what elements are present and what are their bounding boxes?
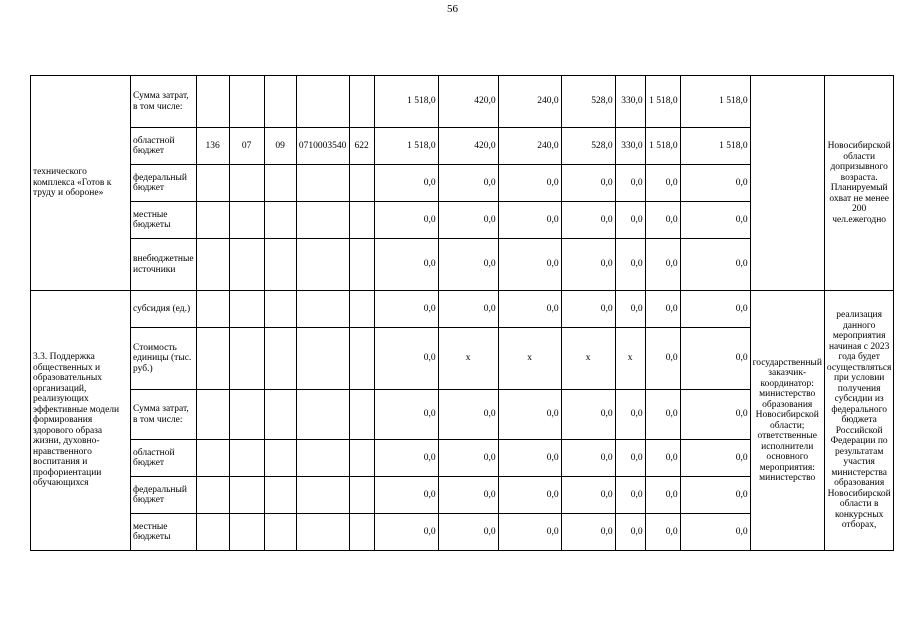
activity-name: технического комплекса «Готов к труду и обороне» [31, 76, 131, 291]
value-cell: 420,0 [438, 76, 498, 128]
page-number: 56 [447, 3, 458, 15]
note-cell: Новосибирской области допризывного возраста. Планируемый охват не менее 200 чел.ежегодно [824, 76, 894, 291]
value-cell: 240,0 [498, 76, 561, 128]
table-row: 3.3. Поддержка общественных и образовательных организаций, реализующих эффективные модели формирования здорового образа жизни, духовно-нравственного воспитания и профориентации обучающихся субсидия (ед.) 0,0 0,0 0,0 0,0 0,0 0,0 0,0 государственный заказчик-координатор: министерство образования Новосибирской области; ответственные исполнители основного мероприятия: министерство реализация данного мероприятия начиная с 2023 года будет осуществляться при условии получения субсидии из федерального бюджета Российской Федерации по результатам участия министерства образования Новосибирской области в конкурсных отборах, [31, 291, 894, 328]
table-row: областной бюджет 136 07 09 0710003540 622 1 518,0 420,0 240,0 528,0 330,0 1 518,0 1 518,0 [31, 128, 894, 165]
value-cell: 1 518,0 [374, 76, 438, 128]
table-row: областной бюджет 0,0 0,0 0,0 0,0 0,0 0,0 0,0 [31, 440, 894, 477]
table-row: внебюджетные источники 0,0 0,0 0,0 0,0 0,0 0,0 0,0 [31, 239, 894, 291]
value-cell: 1 518,0 [645, 76, 680, 128]
executor-cell: государственный заказчик-координатор: министерство образования Новосибирской области; ответственные исполнители основного мероприятия: министерство [750, 291, 824, 551]
table-row: Сумма затрат, в том числе: 0,0 0,0 0,0 0,0 0,0 0,0 0,0 [31, 390, 894, 440]
table-row: федеральный бюджет 0,0 0,0 0,0 0,0 0,0 0,0 0,0 [31, 477, 894, 514]
table-row: местные бюджеты 0,0 0,0 0,0 0,0 0,0 0,0 0,0 [31, 514, 894, 551]
table-row: местные бюджеты 0,0 0,0 0,0 0,0 0,0 0,0 0,0 [31, 202, 894, 239]
source-cell: Сумма затрат, в том числе: [131, 76, 197, 128]
table-row: федеральный бюджет 0,0 0,0 0,0 0,0 0,0 0,0 0,0 [31, 165, 894, 202]
table-row [31, 76, 894, 128]
value-cell: 330,0 [615, 76, 645, 128]
value-cell: 1 518,0 [680, 76, 750, 128]
executor-cell [750, 76, 824, 291]
table-row: Стоимость единицы (тыс. руб.) 0,0 x x x x 0,0 0,0 [31, 328, 894, 390]
note-cell: реализация данного мероприятия начиная с 2023 года будет осуществляться при условии получения субсидии из федерального бюджета Российской Федерации по результатам участия министерства образования Новосибирской области в конкурсных отборах, [824, 291, 894, 551]
value-cell: 528,0 [561, 76, 615, 128]
program-table [30, 75, 894, 551]
activity-name: 3.3. Поддержка общественных и образовательных организаций, реализующих эффективные модели формирования здорового образа жизни, духовно-нравственного воспитания и профориентации обучающихся [31, 291, 131, 551]
